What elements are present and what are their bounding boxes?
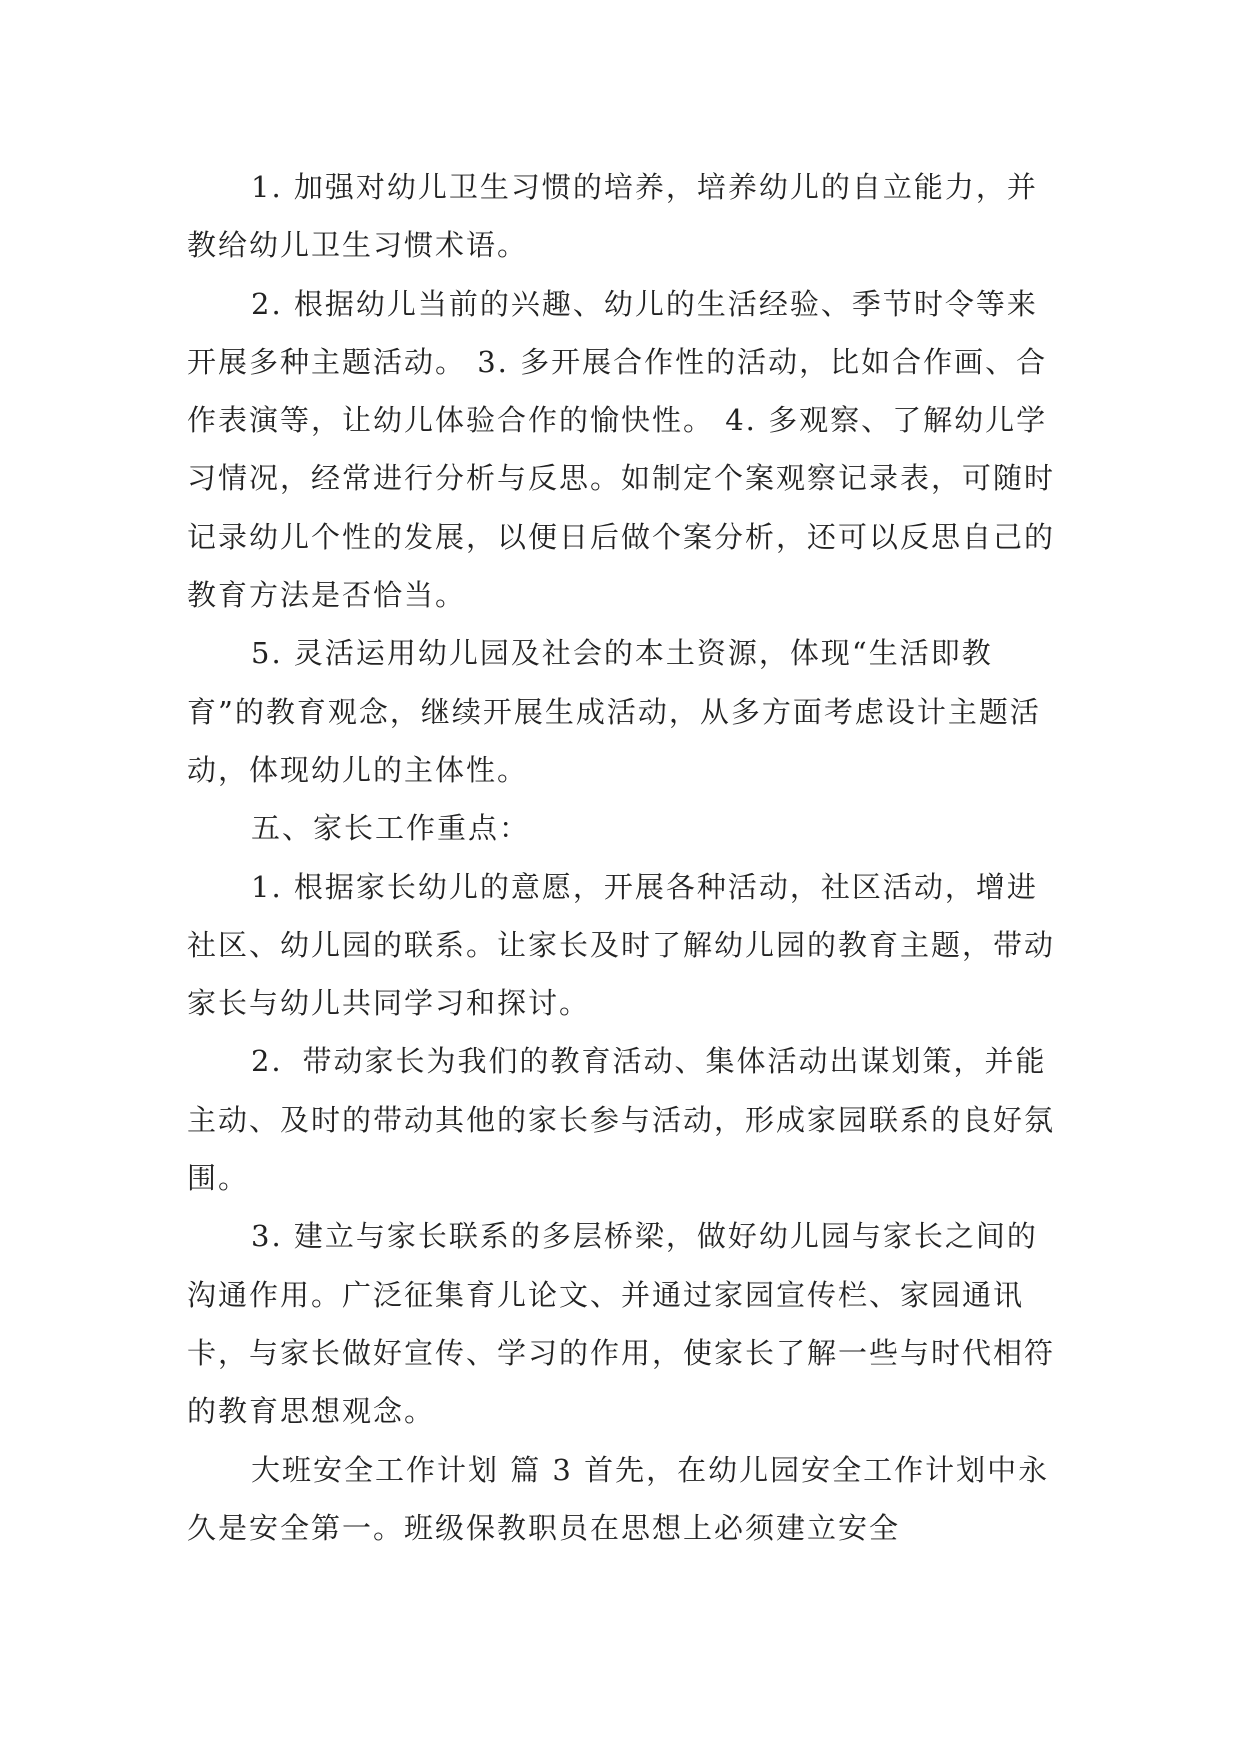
paragraph-local-resources: 5. 灵活运用幼儿园及社会的本土资源，体现“生活即教育”的教育观念，继续开展生成活动，从多方面考虑设计主题活动，体现幼儿的主体性。	[187, 636, 1041, 787]
document-body	[187, 158, 1063, 1557]
section-heading-parent-work: 五、家长工作重点：	[251, 811, 531, 846]
paragraph-parent-activities: 1. 根据家长幼儿的意愿，开展各种活动，社区活动，增进社区、幼儿园的联系。让家长及时了解幼儿园的教育主题，带动家长与幼儿共同学习和探讨。	[187, 869, 1056, 1021]
paragraph-hygiene-habits: 1. 加强对幼儿卫生习惯的培养，培养幼儿的自立能力，并教给幼儿卫生习惯术语。	[187, 170, 1038, 263]
paragraph-safety-plan: 大班安全工作计划 篇 3 首先，在幼儿园安全工作计划中永久是安全第一。班级保教职员在思想上必须建立安全	[187, 1452, 1050, 1545]
paragraph-parent-participation: 2．带动家长为我们的教育活动、集体活动出谋划策，并能主动、及时的带动其他的家长参与活动，形成家园联系的良好氛围。	[187, 1044, 1056, 1196]
paragraph-theme-activities: 2. 根据幼儿当前的兴趣、幼儿的生活经验、季节时令等来开展多种主题活动。 3. 多开展合作性的活动，比如合作画、合作表演等，让幼儿体验合作的愉快性。 4. 多观察、了解幼儿学习情况，经常进行分析与反思。如制定个案观察记录表，可随时记录幼儿个性的发展，以便日后做个案分析，还可以反思自己的教育方法是否恰当。	[187, 286, 1056, 613]
paragraph-parent-communication: 3. 建立与家长联系的多层桥梁，做好幼儿园与家长之间的沟通作用。广泛征集育儿论文、并通过家园宣传栏、家园通讯卡，与家长做好宣传、学习的作用，使家长了解一些与时代相符的教育思想观念。	[187, 1219, 1056, 1429]
